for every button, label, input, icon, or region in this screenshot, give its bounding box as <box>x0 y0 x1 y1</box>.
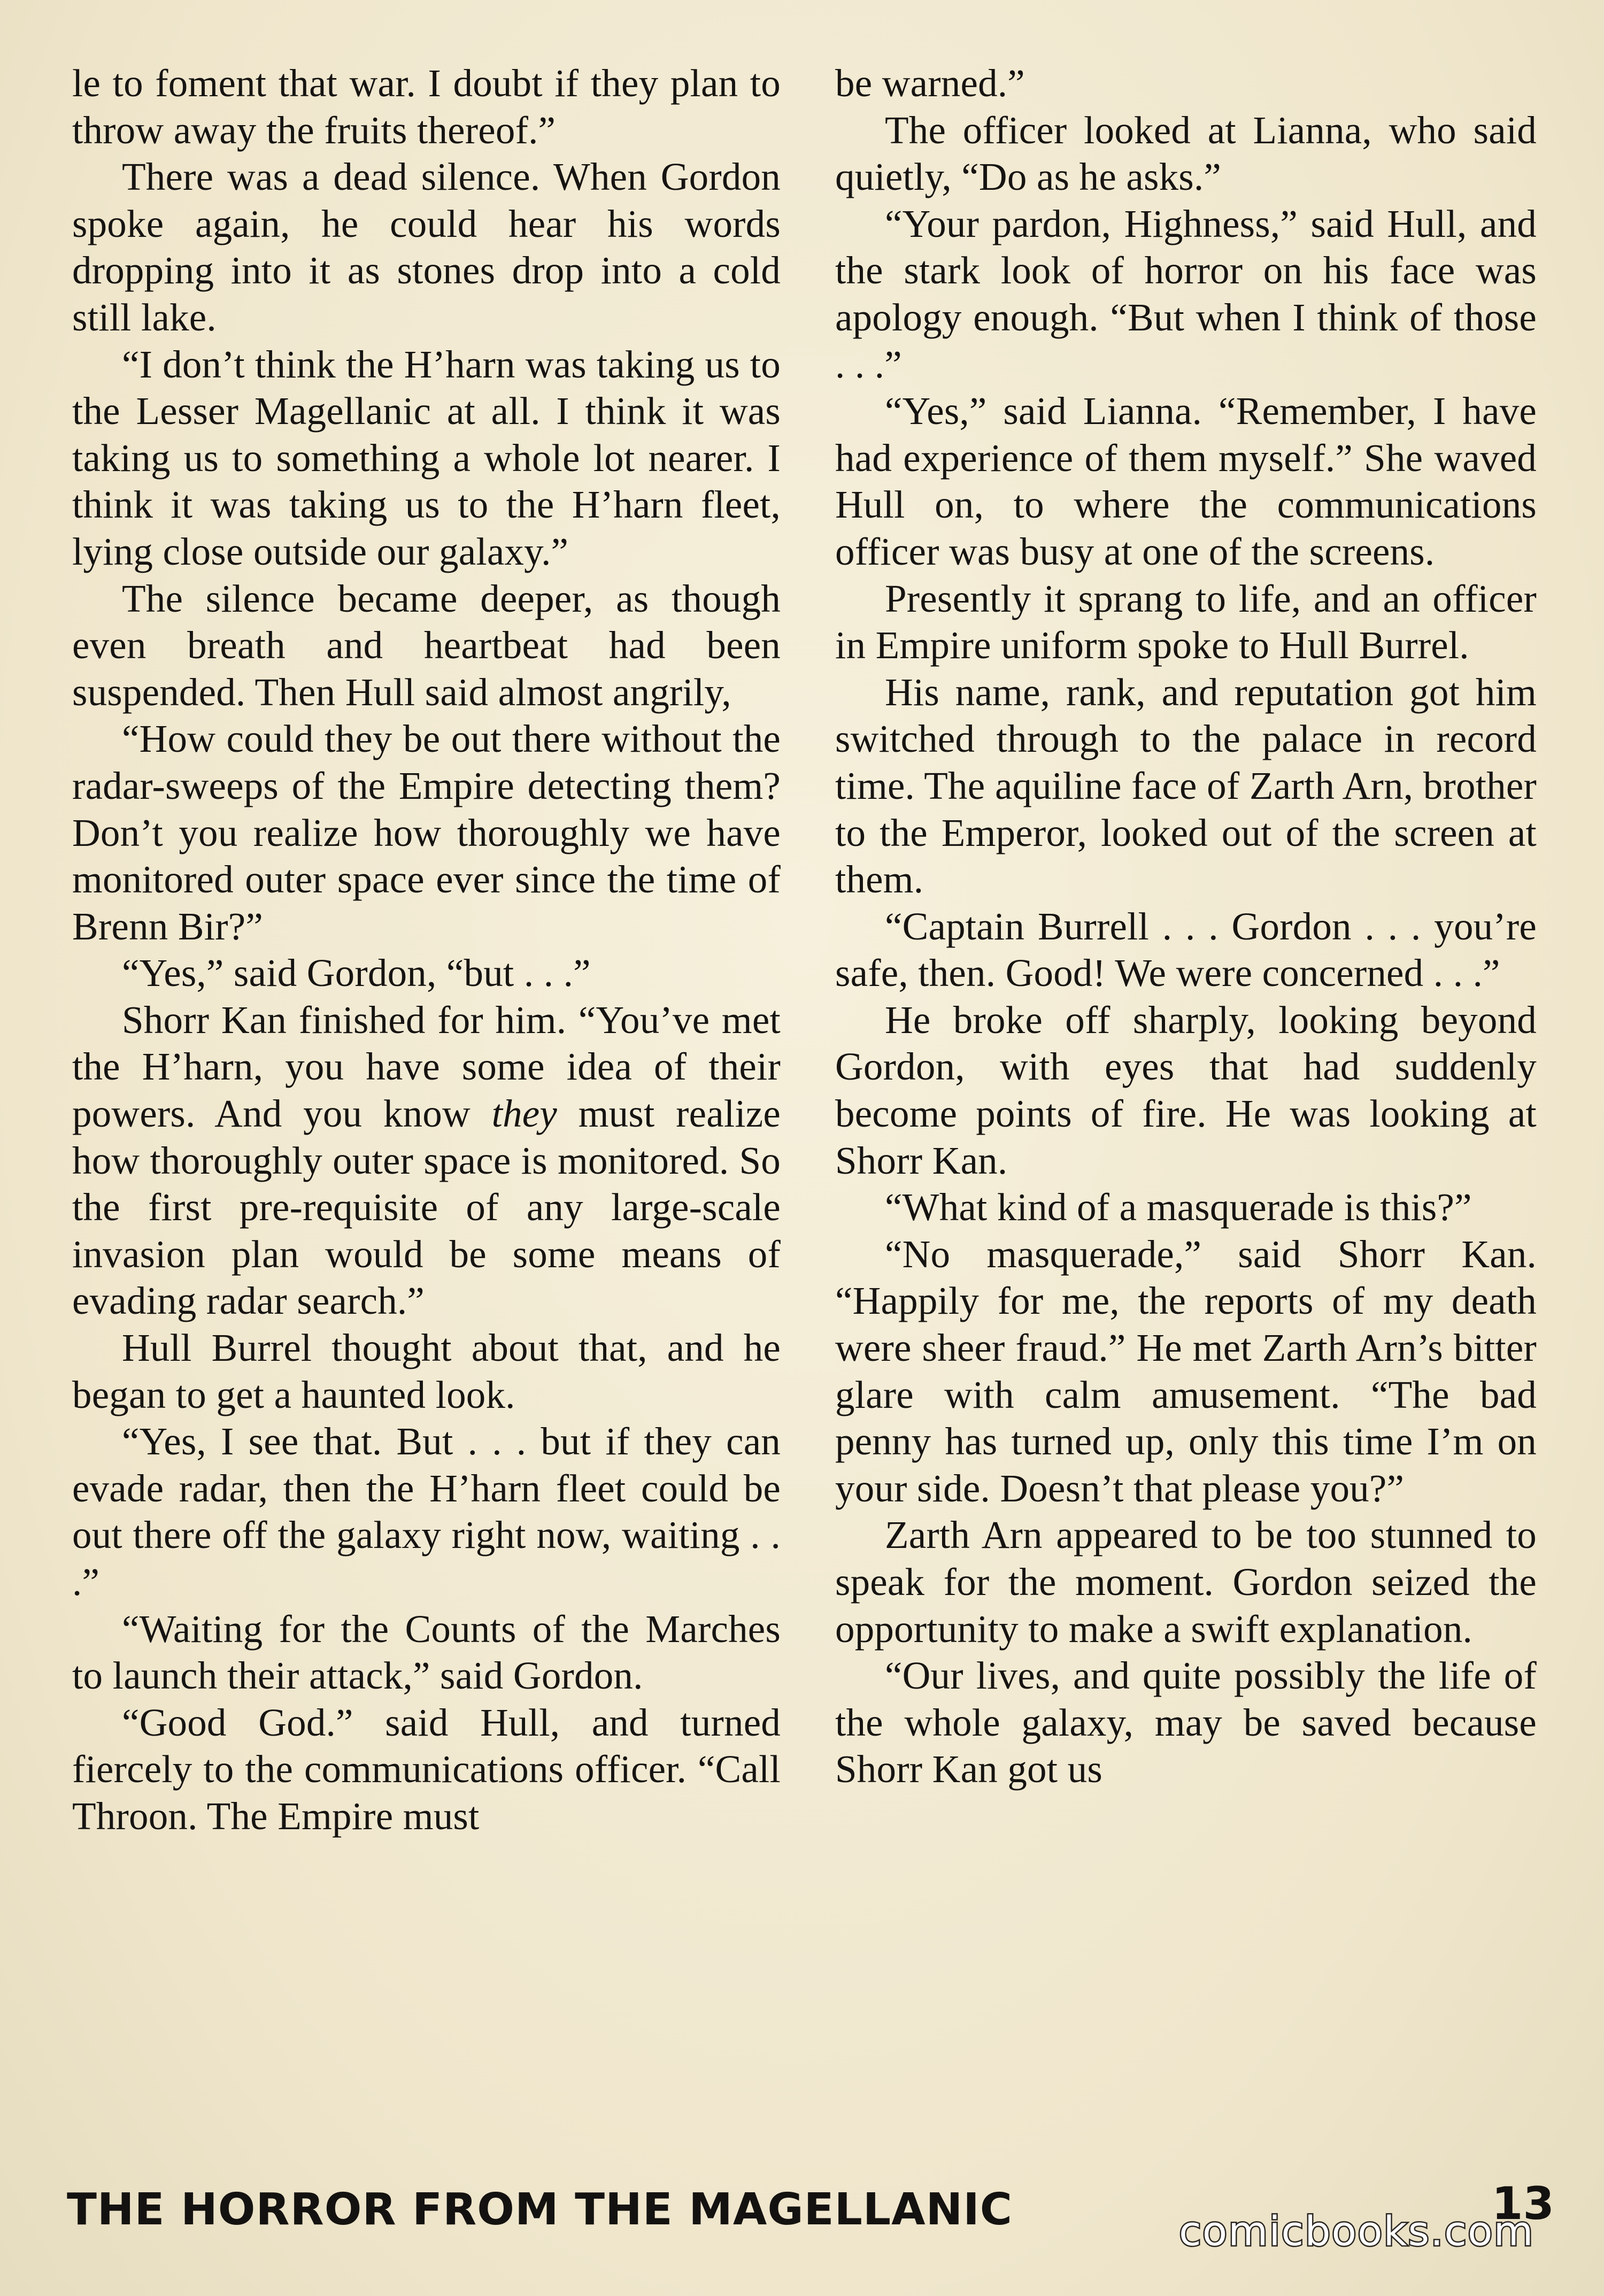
left-text-column <box>72 60 781 1840</box>
paragraph: “Waiting for the Counts of the Marches to launch their attack,” said Gordon. <box>72 1607 781 1698</box>
paragraph: “Captain Burrell . . . Gordon . . . you’re safe, then. Good! We were concerned . . .” <box>835 904 1537 995</box>
right-text-column <box>835 60 1537 1793</box>
page-number: 13 <box>1492 2177 1554 2230</box>
paragraph-text: Shorr Kan finished for him. “You’ve met the H’harn, you have some idea of their powers. And you know <box>72 998 781 1136</box>
paragraph: “Yes,” said Lianna. “Remember, I have had experience of them myself.” She waved Hull on, to where the communications officer was busy at one of the screens. <box>835 389 1537 573</box>
paragraph-text: must realize how thoroughly outer space is monitored. So the first pre-requisite of any large-scale invasion plan would be some means of evading radar search.” <box>72 1092 781 1323</box>
paragraph: be warned.” <box>835 61 1025 105</box>
paragraph: Zarth Arn appeared to be too stunned to speak for the moment. Gordon seized the opportunity to make a swift explanation. <box>835 1513 1537 1651</box>
paragraph: “Yes, I see that. But . . . but if they can evade radar, then the H’harn fleet could be out there off the galaxy right now, waiting . . .” <box>72 1420 781 1604</box>
paragraph: “No masquerade,” said Shorr Kan. “Happily for me, the reports of my death were sheer fraud.” He met Zarth Arn’s bitter glare with calm amusement. “The bad penny has turned up, only this time I’m on your side. Doesn’t that please you?” <box>835 1232 1537 1510</box>
paragraph <box>72 997 781 1324</box>
paragraph: There was a dead silence. When Gordon spoke again, he could hear his words dropping into it as stones drop into a cold still lake. <box>72 155 781 339</box>
paragraph: le to foment that war. I doubt if they plan to throw away the fruits thereof.” <box>72 61 781 152</box>
paragraph: “How could they be out there without the radar-sweeps of the Empire detecting them? Don’t you realize how thoroughly we have monitored outer space ever since the time of Brenn Bir?” <box>72 717 781 948</box>
paragraph: Hull Burrel thought about that, and he began to get a haunted look. <box>72 1326 781 1416</box>
italic-emphasis: they <box>491 1092 557 1136</box>
site-watermark: comicbooks.com <box>1179 2207 1534 2255</box>
paragraph: The officer looked at Lianna, who said quietly, “Do as he asks.” <box>835 108 1537 199</box>
paragraph: “Yes,” said Gordon, “but . . .” <box>122 951 591 995</box>
running-footer-title: THE HORROR FROM THE MAGELLANIC <box>67 2184 1013 2235</box>
paragraph: “I don’t think the H’harn was taking us to the Lesser Magellanic at all. I think it was taking us to something a whole lot nearer. I think it was taking us to the H’harn fleet, lying close outside our galaxy.” <box>72 342 781 573</box>
paragraph: “Our lives, and quite possibly the life of the whole galaxy, may be saved because Shorr Kan got us <box>835 1654 1537 1791</box>
paragraph: “What kind of a masquerade is this?” <box>885 1185 1472 1229</box>
paragraph: The silence became deeper, as though even breath and heartbeat had been suspended. Then Hull said almost angrily, <box>72 576 781 714</box>
paragraph: He broke off sharply, looking beyond Gordon, with eyes that had suddenly become points of fire. He was looking at Shorr Kan. <box>835 998 1537 1182</box>
paragraph: His name, rank, and reputation got him switched through to the palace in record time. The aquiline face of Zarth Arn, brother to the Emperor, looked out of the screen at them. <box>835 670 1537 902</box>
paragraph: “Your pardon, Highness,” said Hull, and the stark look of horror on his face was apology enough. “But when I think of those . . .” <box>835 202 1537 386</box>
paragraph: “Good God.” said Hull, and turned fiercely to the communications officer. “Call Throon. The Empire must <box>72 1700 781 1838</box>
paragraph: Presently it sprang to life, and an officer in Empire uniform spoke to Hull Burrel. <box>835 576 1537 667</box>
